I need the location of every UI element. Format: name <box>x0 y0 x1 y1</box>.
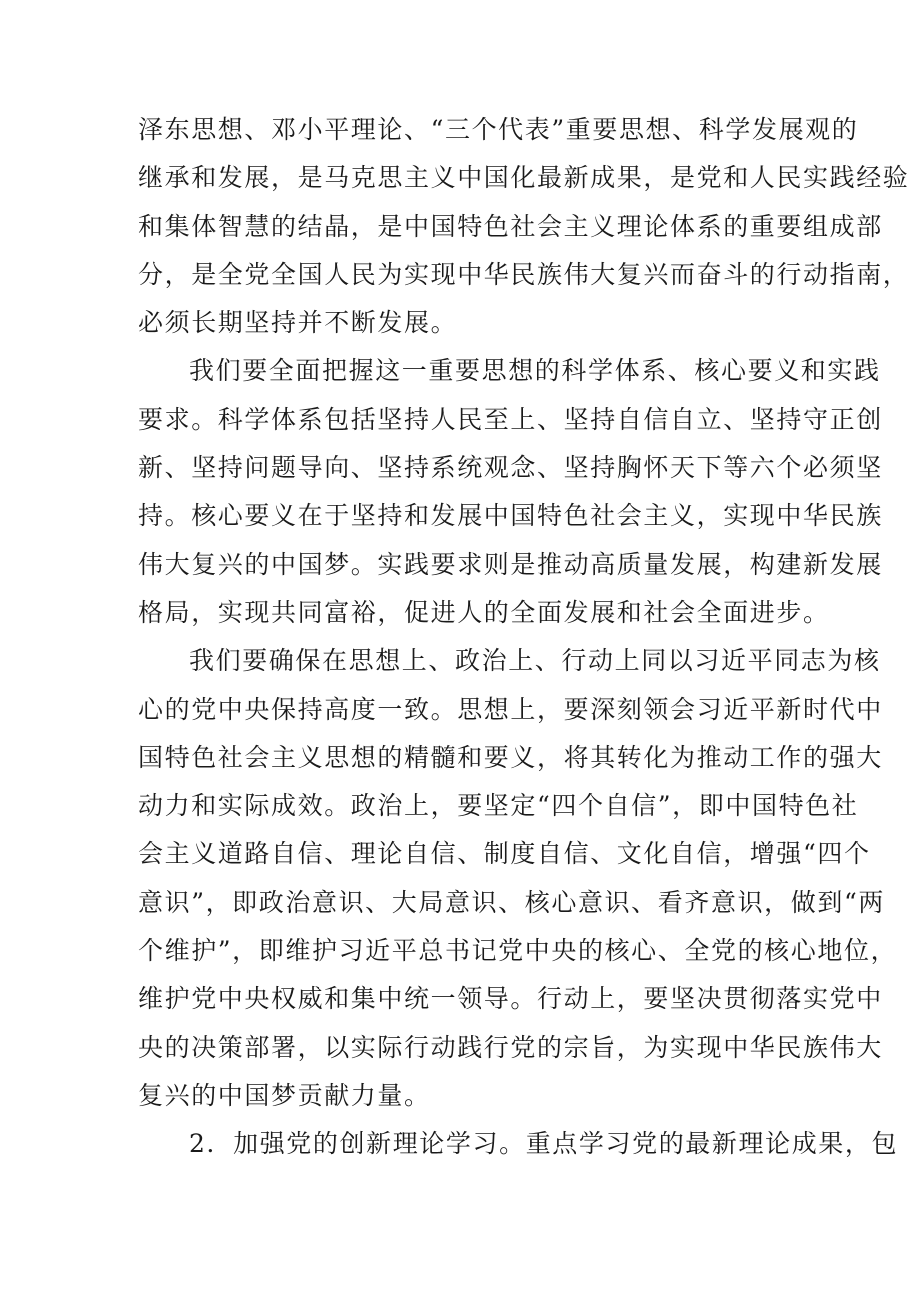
paragraph-1 <box>138 106 910 347</box>
text-line: 个维护”，即维护习近平总书记党中央的核心、全党的核心地位， <box>138 936 898 966</box>
text-line: 必须长期坚持并不断发展。 <box>138 308 458 338</box>
text-line: 心的党中央保持高度一致。思想上，要深刻领会习近平新时代中 <box>138 694 883 724</box>
text-line: 会主义道路自信、理论自信、制度自信、文化自信，增强“四个 <box>138 839 871 869</box>
body-text <box>138 106 910 1169</box>
text-line: 我们要确保在思想上、政治上、行动上同以习近平同志为核 <box>189 646 881 676</box>
text-line: 央的决策部署，以实际行动践行党的宗旨，为实现中华民族伟大 <box>138 1032 883 1062</box>
text-line: 复兴的中国梦贡献力量。 <box>138 1080 431 1110</box>
text-line: 继承和发展，是马克思主义中国化最新成果，是党和人民实践经验 <box>138 163 910 193</box>
text-line: 新、坚持问题导向、坚持系统观念、坚持胸怀天下等六个必须坚 <box>138 453 883 483</box>
text-line: 国特色社会主义思想的精髓和要义，将其转化为推动工作的强大 <box>138 742 883 772</box>
text-line: 维护党中央权威和集中统一领导。行动上，要坚决贯彻落实党中 <box>138 984 883 1014</box>
text-line: 持。核心要义在于坚持和发展中国特色社会主义，实现中华民族 <box>138 501 883 531</box>
text-line: 2．加强党的创新理论学习。重点学习党的最新理论成果，包 <box>189 1129 899 1159</box>
text-line: 动力和实际成效。政治上，要坚定“四个自信”，即中国特色社 <box>138 791 859 821</box>
text-line: 分，是全党全国人民为实现中华民族伟大复兴而奋斗的行动指南， <box>138 259 910 289</box>
text-line: 格局，实现共同富裕，促进人的全面发展和社会全面进步。 <box>138 597 830 627</box>
text-line: 要求。科学体系包括坚持人民至上、坚持自信自立、坚持守正创 <box>138 404 883 434</box>
text-line: 伟大复兴的中国梦。实践要求则是推动高质量发展，构建新发展 <box>138 549 883 579</box>
paragraph-3 <box>138 637 898 1120</box>
text-line: 和集体智慧的结晶，是中国特色社会主义理论体系的重要组成部 <box>138 211 883 241</box>
paragraph-2 <box>138 347 883 637</box>
text-line: 意识”，即政治意识、大局意识、核心意识、看齐意识，做到“两 <box>138 887 885 917</box>
paragraph-4-numbered-heading <box>138 1120 899 1168</box>
text-line: 泽东思想、邓小平理论、“三个代表”重要思想、科学发展观的 <box>138 115 859 144</box>
text-line: 我们要全面把握这一重要思想的科学体系、核心要义和实践 <box>189 356 881 386</box>
